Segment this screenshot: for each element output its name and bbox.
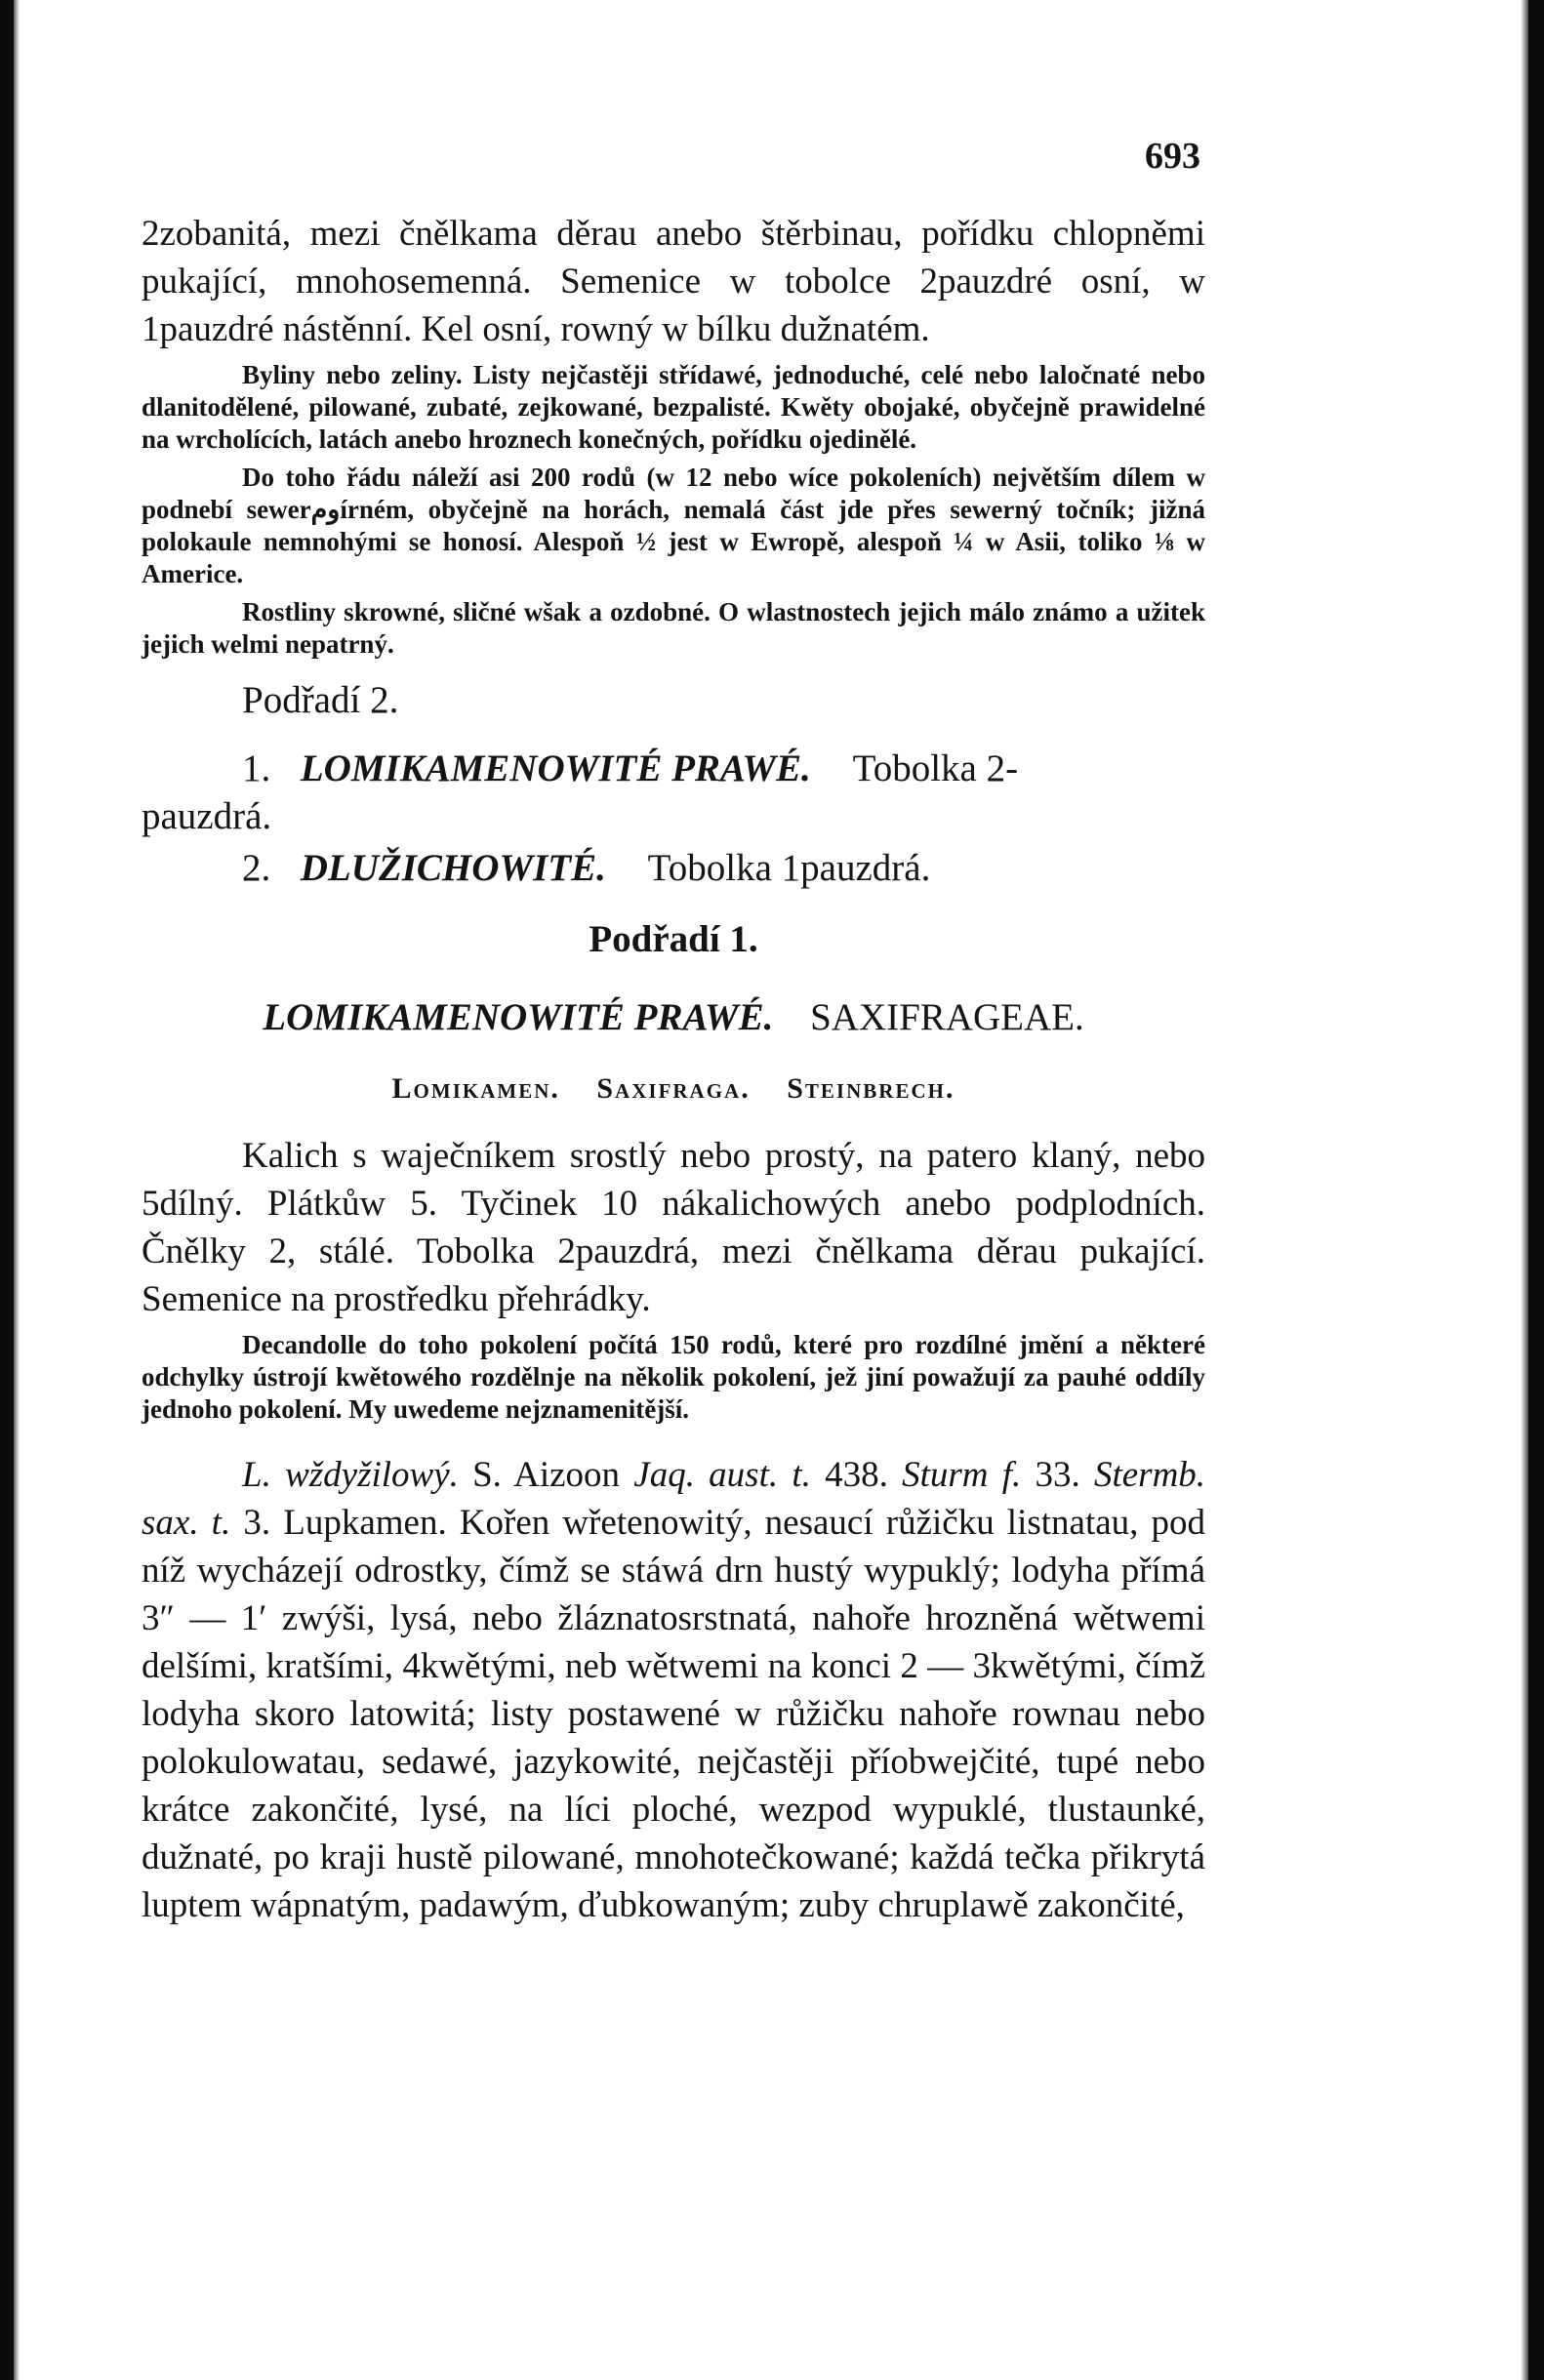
species-ref: Stermb. sax. t. — [142, 1455, 1206, 1543]
subheading-suborder-1: Podřadí 1. — [589, 918, 758, 960]
scan-shadow-left — [14, 0, 20, 2380]
subheading-suborder-2: Podřadí 2. — [242, 679, 399, 721]
species-entry — [142, 1451, 1205, 1929]
list-item — [142, 844, 1205, 892]
scan-shadow-right — [1521, 0, 1528, 2380]
list-item-number: 1. — [242, 747, 271, 789]
genus-name-german: Steinbrech. — [787, 1072, 955, 1105]
list-item-name: DLUŽICHOWITÉ. — [300, 847, 606, 889]
genus-name-latin: Saxifraga. — [596, 1072, 751, 1105]
family-heading — [142, 991, 1205, 1044]
species-ref: 3. — [243, 1503, 271, 1543]
list-item-desc: Tobolka 1pauzdrá. — [647, 847, 931, 889]
list-item-number: 2. — [242, 847, 271, 889]
species-ref: S. Aizoon — [472, 1455, 621, 1495]
paragraph-decandolle-note: Decandolle do toho pokolení počítá 150 rodů, které pro rozdílné jmění a některé odchylky ústrojí kwětowého rozdělnje na několik pokolení, jež jiní powažují za pauhé oddíly jednoho pokolení. My uwedeme nejznamenitější. — [142, 1330, 1205, 1424]
genus-names — [142, 1068, 1205, 1110]
genus-name-czech: Lomikamen. — [391, 1072, 560, 1105]
species-ref: 33. — [1035, 1455, 1080, 1495]
list-item-name: LOMIKAMENOWITÉ PRAWÉ. — [300, 747, 811, 789]
page-body — [142, 210, 1205, 1929]
paragraph-distribution: Do toho řádu náleží asi 200 rodů (w 12 nebo wíce pokoleních) největším dílem w podnebí sewerومírném, obyčejně na horách, nemalá část jde přes sewerný točník; jižná polokaule nemnohými se honosí. Alespoň ½ jest w Ewropě, alespoň ¼ w Asii, toliko ⅛ w Americe. — [142, 463, 1205, 588]
species-name: wždyžilowý. — [285, 1455, 459, 1495]
paragraph-habit: Byliny nebo zeliny. Listy nejčastěji střídawé, jednoduché, celé nebo laločnaté nebo dlanitodělené, pilowané, zubaté, zejkowané, bezpalisté. Kwěty obojaké, obyčejně prawidelné na wrcholících, latách anebo hroznech konečných, pořídku ojedinělé. — [142, 360, 1205, 454]
paragraph-fruit-description: 2zobanitá, mezi čnělkama děrau anebo štěrbinau, pořídku chlopněmi pukající, mnohosemenná. Semenice w tobolce 2pauzdré osní, w 1pauzdré nástěnní. Kel osní, rowný w bílku dužnatém. — [142, 214, 1205, 349]
species-ref: Jaq. aust. t. — [633, 1455, 811, 1495]
scan-border-right — [1528, 0, 1544, 2380]
family-czech-name: LOMIKAMENOWITÉ PRAWÉ. — [263, 996, 774, 1038]
species-abbr: L. — [242, 1455, 271, 1495]
paragraph-genus-description: Kalich s waječníkem srostlý nebo prostý, na patero klaný, nebo 5dílný. Plátkůw 5. Tyčinek 10 nákalichowých anebo podplodních. Čnělky 2, stálé. Tobolka 2pauzdrá, mezi čnělkama děrau pukající. Semenice na prostředku přehrádky. — [142, 1136, 1205, 1319]
species-ref: Sturm f. — [902, 1455, 1022, 1495]
species-ref: 438. — [825, 1455, 888, 1495]
paragraph-uses: Rostliny skrowné, sličné wšak a ozdobné. O wlastnostech jejich málo známo a užitek jejich welmi nepatrný. — [142, 597, 1205, 659]
list-item-desc: Tobolka 2- — [852, 747, 1019, 789]
list-item-continuation: pauzdrá. — [142, 795, 272, 837]
family-latin-name: SAXIFRAGEAE. — [810, 996, 1084, 1038]
page-number: 693 — [1145, 136, 1200, 177]
list-item — [142, 745, 1205, 792]
species-description: Lupkamen. Kořen wřetenowitý, nesaucí růžičku listnatau, pod níž wycházejí odrostky, čímž se stáwá drn hustý wypuklý; lodyha přímá 3″ — 1′ zwýši, lysá, nebo žláznatosrstnatá, nahoře hrozněná wětwemi delšími, kratšími, 4kwětými, neb wětwemi na konci 2 — 3kwětými, čímž lodyha skoro latowitá; listy postawené w růžičku nahoře rownau nebo polokulowatau, sedawé, jazykowité, nejčastěji příobwejčité, tupé nebo krátce zakončité, lysé, na líci ploché, wezpod wypuklé, tlustaunké, dužnaté, po kraji hustě pilowané, mnohotečkowané; každá tečka přikrytá luptem wápnatým, padawým, ďubkowaným; zuby chruplawě zakončité, — [142, 1503, 1206, 1925]
scan-border-left — [0, 0, 14, 2380]
